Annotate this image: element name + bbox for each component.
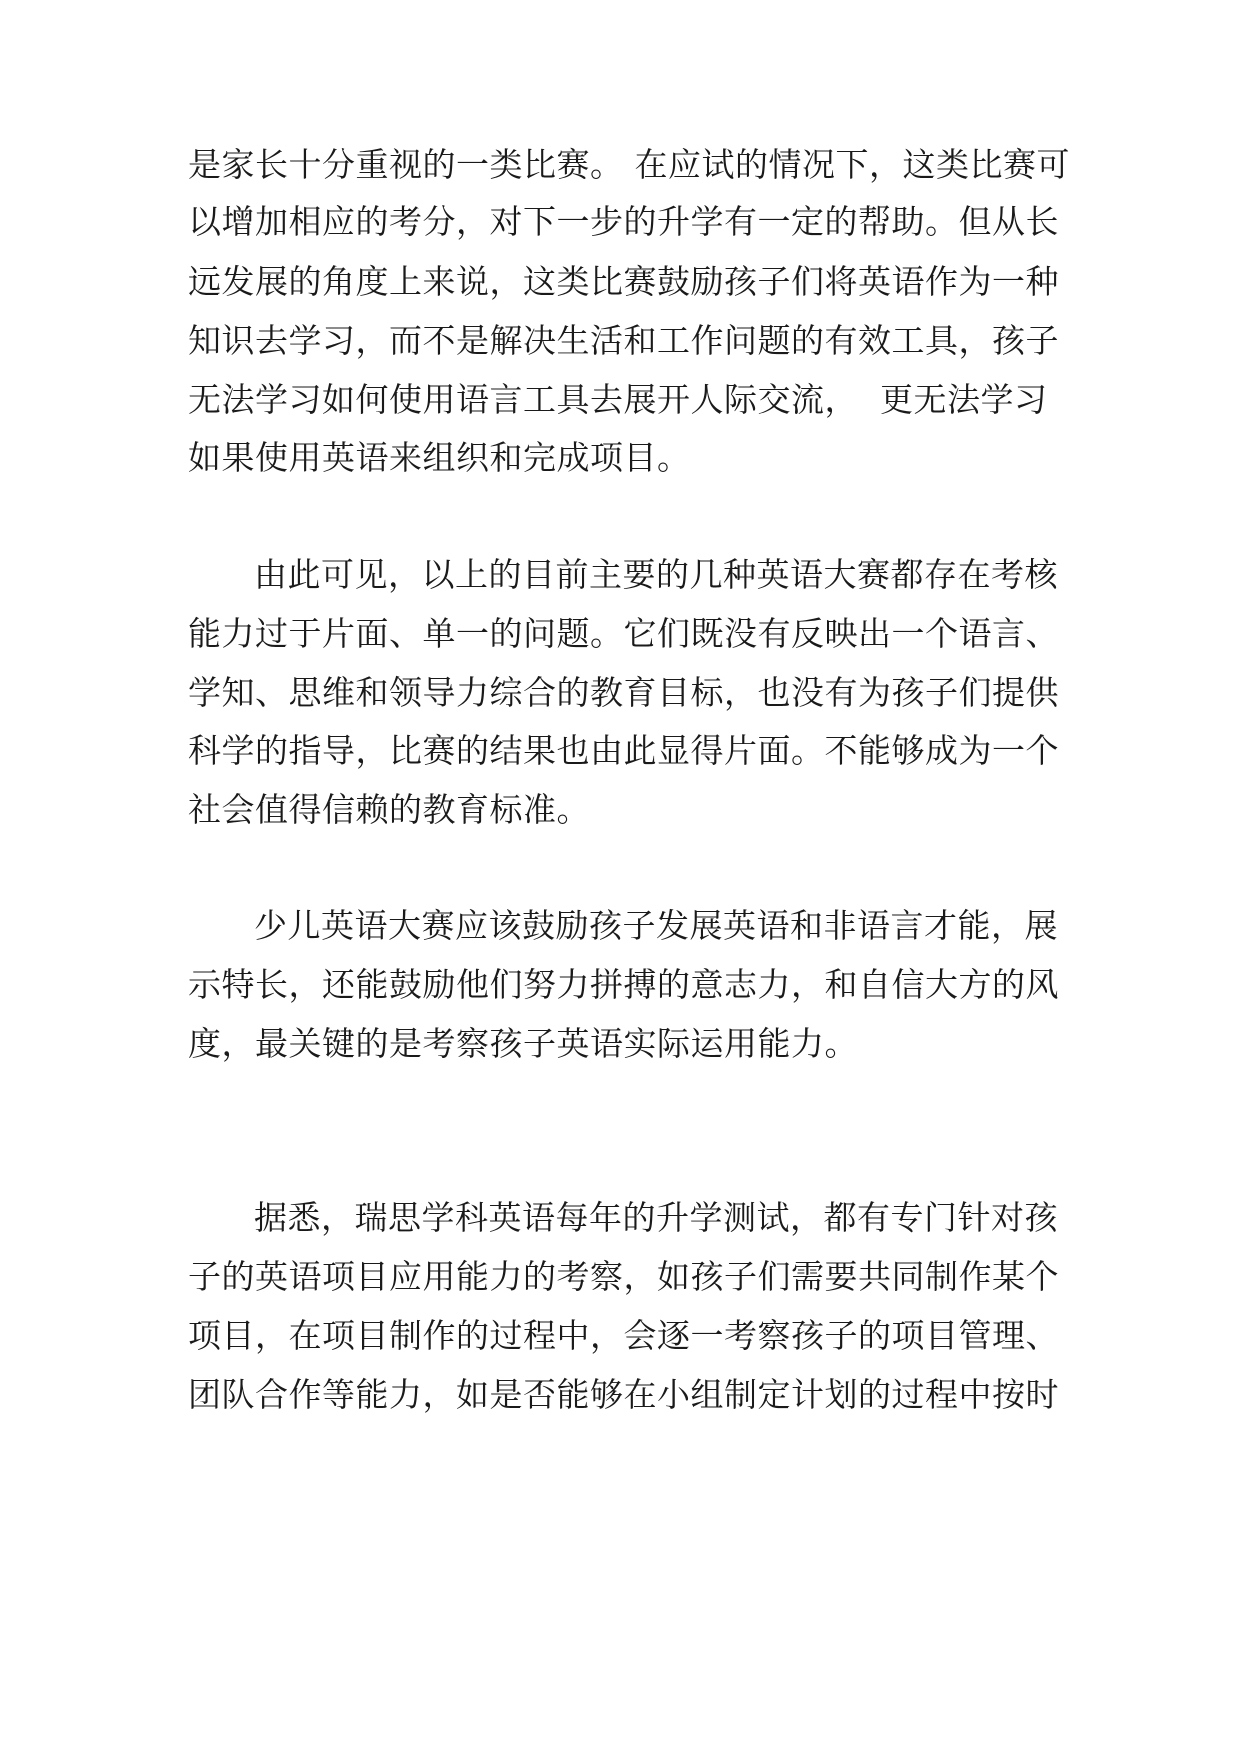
paragraph-line: 子的英语项目应用能力的考察，如孩子们需要共同制作某个: [188, 1257, 1059, 1296]
paragraph-line: 少儿英语大赛应该鼓励孩子发展英语和非语言才能，展: [254, 906, 1058, 945]
paragraph-line: 无法学习如何使用语言工具去展开人际交流， 更无法学习: [188, 380, 1048, 419]
paragraph-line: 以增加相应的考分，对下一步的升学有一定的帮助。但从长: [188, 202, 1059, 241]
paragraph-line: 能力过于片面、单一的问题。它们既没有反映出一个语言、: [188, 614, 1059, 653]
paragraph-line: 科学的指导，比赛的结果也由此显得片面。不能够成为一个: [188, 731, 1059, 770]
paragraph-line: 如果使用英语来组织和完成项目。: [188, 438, 691, 477]
paragraph-line: 学知、思维和领导力综合的教育目标，也没有为孩子们提供: [188, 673, 1059, 712]
paragraph-line: 知识去学习，而不是解决生活和工作问题的有效工具，孩子: [188, 321, 1059, 360]
paragraph-line: 项目，在项目制作的过程中，会逐一考察孩子的项目管理、: [188, 1316, 1059, 1355]
paragraph-line: 团队合作等能力，如是否能够在小组制定计划的过程中按时: [188, 1375, 1059, 1414]
paragraph-line: 由此可见，以上的目前主要的几种英语大赛都存在考核: [254, 555, 1058, 594]
paragraph-line: 度，最关键的是考察孩子英语实际运用能力。: [188, 1024, 858, 1063]
paragraph-line: 社会值得信赖的教育标准。: [188, 790, 590, 829]
paragraph-line: 据悉，瑞思学科英语每年的升学测试，都有专门针对孩: [254, 1198, 1058, 1237]
paragraph-line: 示特长，还能鼓励他们努力拼搏的意志力，和自信大方的风: [188, 965, 1059, 1004]
paragraph-line: 是家长十分重视的一类比赛。 在应试的情况下，这类比赛可: [188, 145, 1070, 184]
paragraph-line: 远发展的角度上来说，这类比赛鼓励孩子们将英语作为一种: [188, 262, 1059, 301]
